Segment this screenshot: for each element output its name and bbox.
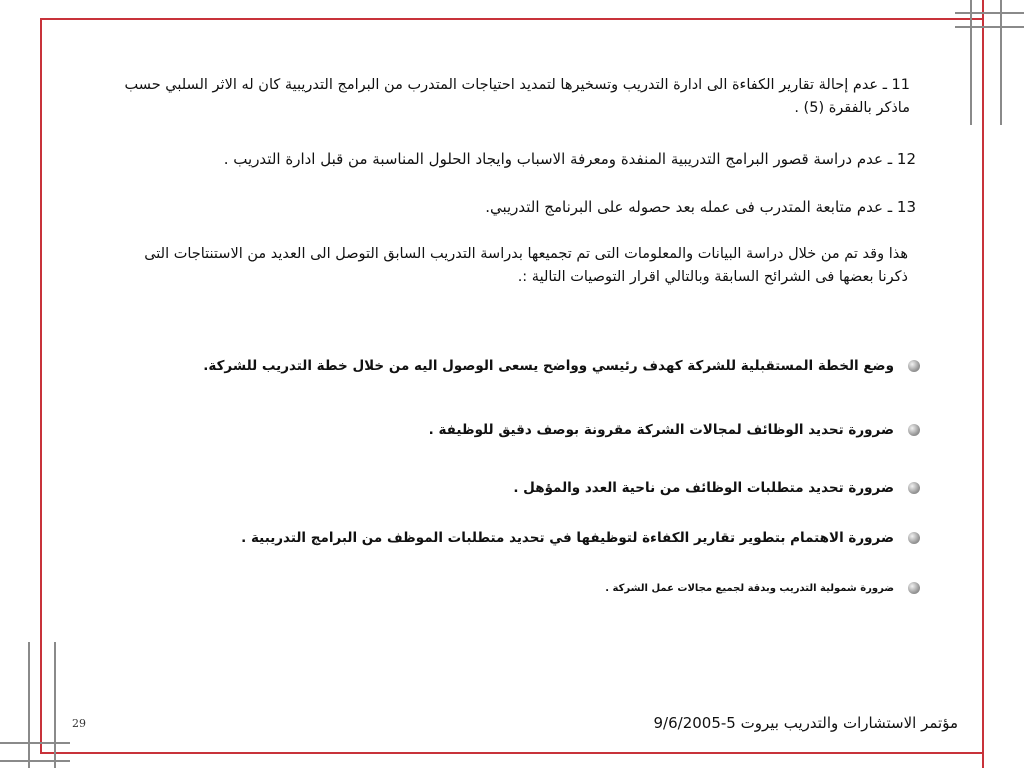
frame-bottom-line	[42, 752, 982, 754]
corner-left-vertical-1	[28, 642, 30, 768]
list-item	[429, 422, 920, 438]
corner-right-vertical-2	[1000, 0, 1002, 125]
list-item-text: ضرورة الاهتمام بتطوير تقارير الكفاءة لتوظيفها في تحديد متطلبات الموظف من البرامج التدريبية .	[241, 530, 894, 546]
list-item	[605, 582, 920, 594]
page-number: 29	[72, 717, 86, 730]
list-item	[203, 358, 920, 374]
paragraph-item-11: 11 ـ عدم إحالة تقارير الكفاءة الى ادارة التدريب وتسخيرها لتمديد احتياجات المتدرب من البرامج التدريبية كان له الاثر السلبي حسب ماذكر بالفقرة (5) .	[124, 77, 910, 116]
paragraph-item-13: 13 ـ عدم متابعة المتدرب فى عمله بعد حصوله على البرنامج التدريبي.	[485, 198, 916, 216]
frame-left-line	[40, 18, 42, 754]
list-item-text: ضرورة شمولية التدريب وبدقة لجميع مجالات عمل الشركة .	[605, 582, 894, 594]
bullet-icon	[908, 360, 920, 372]
frame-top-line	[42, 18, 982, 20]
bullet-icon	[908, 532, 920, 544]
paragraph-conclusion: هذا وقد تم من خلال دراسة البيانات والمعلومات التى تم تجميعها بدراسة التدريب السابق التوصل الى العديد من الاستنتاجات التى ذكرنا بعضها فى الشرائح السابقة وبالتالي اقرار التوصيات التالية :.	[144, 246, 908, 285]
frame-right-line	[982, 0, 984, 768]
corner-right-horizontal-2	[955, 26, 1024, 28]
bullet-icon	[908, 424, 920, 436]
list-item	[513, 480, 920, 496]
bullet-icon	[908, 582, 920, 594]
footer-title: مؤتمر الاستشارات والتدريب بيروت 5-9/6/2005	[653, 714, 958, 732]
paragraph-item-12: 12 ـ عدم دراسة قصور البرامج التدريبية المنفدة ومعرفة الاسباب وايجاد الحلول المناسبة من قبل ادارة التدريب .	[223, 150, 916, 168]
corner-left-vertical-2	[54, 642, 56, 768]
list-item	[241, 530, 920, 546]
list-item-text: وضع الخطة المستقبلية للشركة كهدف رئيسي وواضح يسعى الوصول اليه من خلال خطة التدريب للشركة.	[203, 358, 894, 374]
corner-left-horizontal-2	[0, 760, 70, 762]
corner-left-horizontal-1	[0, 742, 70, 744]
corner-right-horizontal-1	[955, 12, 1024, 14]
bullet-icon	[908, 482, 920, 494]
corner-right-vertical-1	[970, 0, 972, 125]
list-item-text: ضرورة تحديد متطلبات الوظائف من ناحية العدد والمؤهل .	[513, 480, 894, 496]
list-item-text: ضرورة تحديد الوظائف لمجالات الشركة مقرونة بوصف دقيق للوظيفة .	[428, 422, 894, 438]
